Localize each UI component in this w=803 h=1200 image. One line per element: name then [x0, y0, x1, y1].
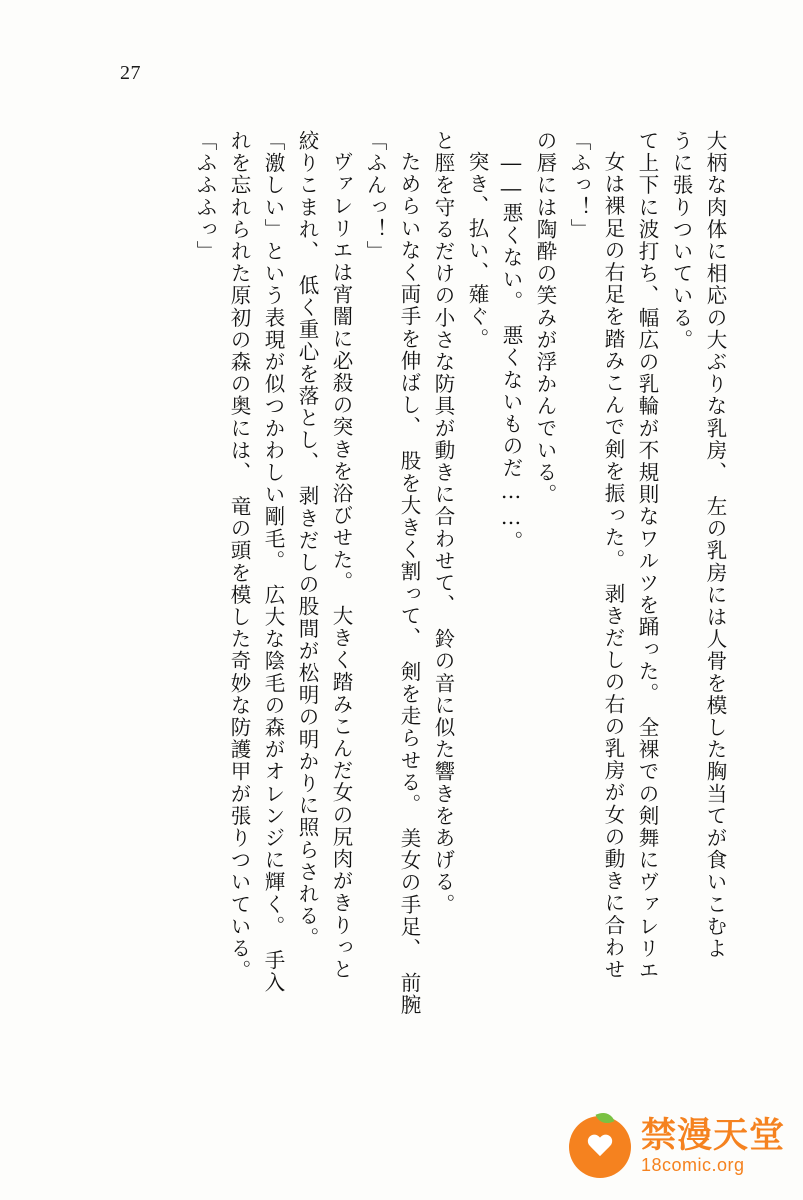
text-line: ――悪くない。 悪くないものだ……。	[499, 151, 523, 553]
text-line: ためらいなく両手を伸ばし、 股を大きく割って、 剣を走らせる。 美女の手足、 前腕	[397, 151, 421, 1017]
text-line: 「ふふふっ」	[193, 130, 217, 263]
site-watermark[interactable]	[485, 1108, 785, 1186]
heart-icon	[587, 1135, 613, 1159]
text-line: 突き、払い、薙ぐ。	[465, 151, 489, 350]
watermark-text	[640, 1115, 785, 1176]
heart-orange-circle-icon	[569, 1116, 631, 1178]
text-line: ヴァレリエは宵闇に必殺の突きを浴びせた。 大きく踏みこんだ女の尻肉がきりっと	[329, 151, 353, 981]
page-number: 27	[120, 62, 141, 84]
text-line: 「ふんっ！」	[363, 130, 387, 263]
text-line: 絞りこまれ、 低く重心を落とし、 剥きだしの股間が松明の明かりに照らされる。	[295, 130, 319, 950]
text-line: れを忘れられた原初の森の奥には、 竜の頭を模した奇妙な防護甲が張りついている。	[227, 130, 251, 982]
watermark-subtitle: 18comic.org	[640, 1154, 745, 1175]
watermark-title: 禁漫天堂	[640, 1115, 785, 1157]
vertical-text-body	[85, 130, 725, 1090]
text-line: と脛を守るだけの小さな防具が動きに合わせて、 鈴の音に似た響きをあげる。	[431, 130, 455, 916]
text-line: の唇には陶酔の笑みが浮かんでいる。	[533, 130, 557, 506]
text-line: 女は裸足の右足を踏みこんで剣を振った。 剥きだしの右の乳房が女の動きに合わせ	[601, 151, 625, 981]
text-line: うに張りついている。	[669, 130, 693, 351]
text-line: て上下に波打ち、幅広の乳輪が不規則なワルツを踊った。 全裸での剣舞にヴァレリエ	[635, 130, 659, 982]
text-line: 「激しい」という表現が似つかわしい剛毛。 広大な陰毛の森がオレンジに輝く。 手入	[261, 130, 285, 994]
leaf-icon	[596, 1110, 615, 1126]
text-line: 大柄な肉体に相応の大ぶりな乳房、 左の乳房には人骨を模した胸当てが食いこむよ	[703, 130, 727, 960]
text-line: 「ふっ！」	[567, 130, 591, 241]
